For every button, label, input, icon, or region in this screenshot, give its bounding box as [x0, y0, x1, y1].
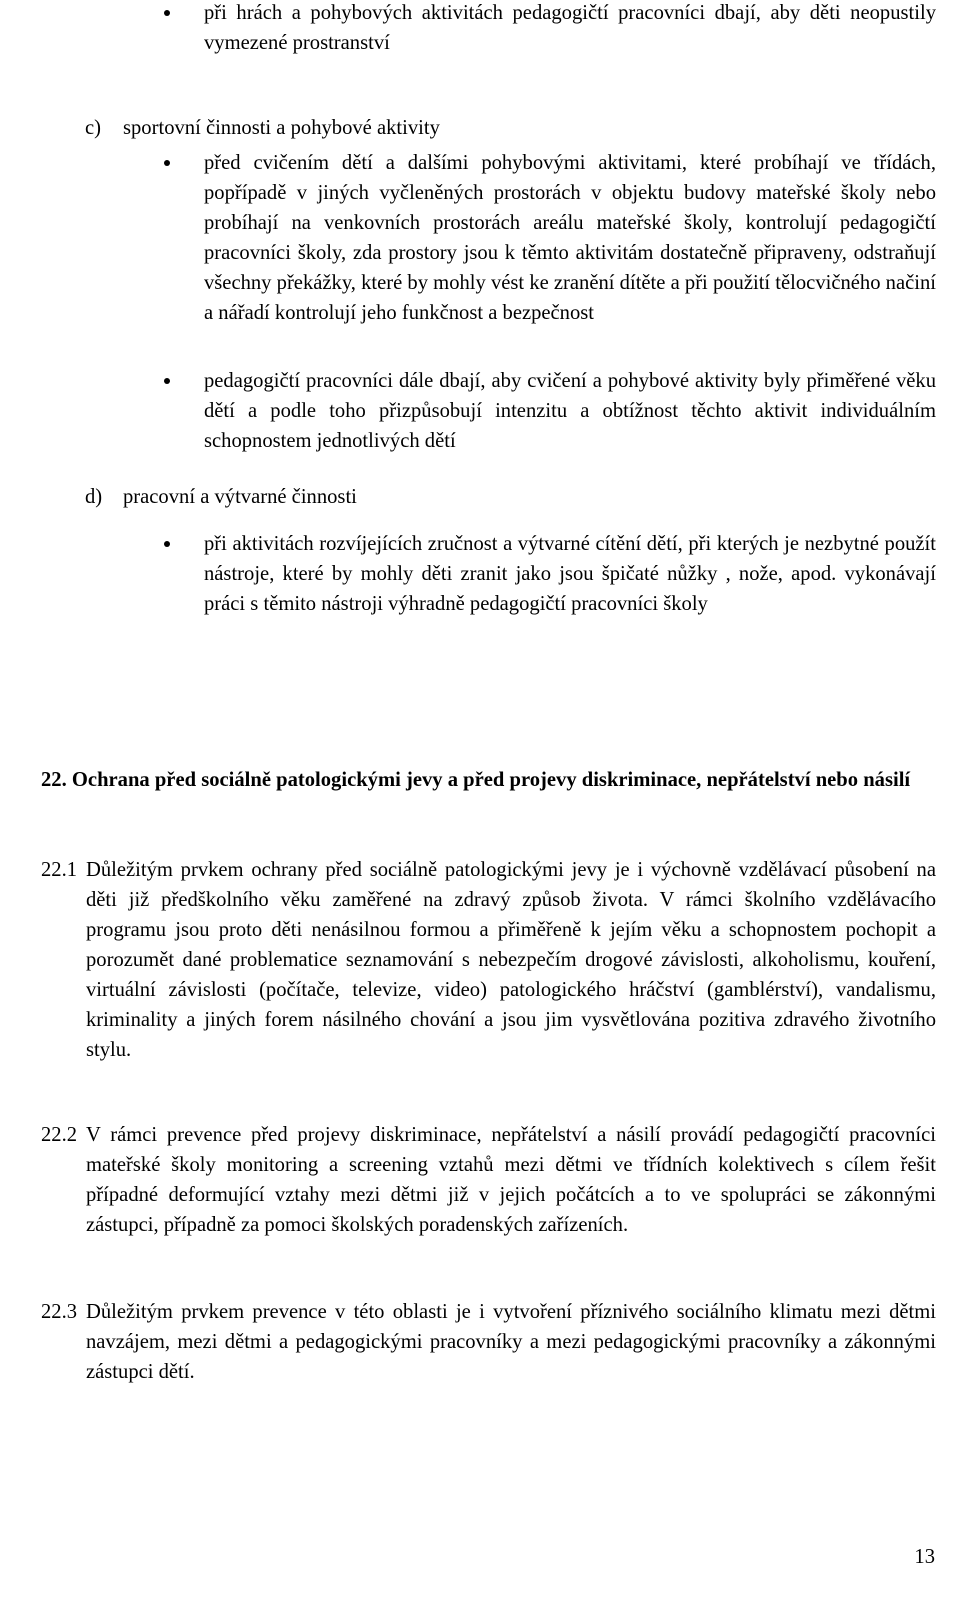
paragraph-text: Důležitým prvkem prevence v této oblasti je i vytvoření příznivého sociálního klimatu mezi dětmi navzájem, mezi dětmi a pedagogickými pracovníky a mezi pedagogickými pracovníky a zákonnými zástupci dětí.: [86, 1301, 936, 1383]
subsection-label: c): [85, 117, 101, 139]
bullet-item: [204, 148, 936, 328]
subsection-heading-c: [85, 113, 440, 143]
bullet-item: [204, 366, 936, 456]
page-number: 13: [914, 1546, 935, 1568]
paragraph-number: 22.3: [41, 1301, 78, 1323]
subsection-title: sportovní činnosti a pohybové aktivity: [123, 117, 440, 139]
subsection-heading-d: [85, 482, 357, 512]
subsection-title: pracovní a výtvarné činnosti: [123, 486, 357, 508]
subsection-label: d): [85, 486, 103, 508]
bullet-text: před cvičením dětí a dalšími pohybovými aktivitami, které probíhají ve třídách, popřípadě v jiných vyčleněných prostorách v objektu budovy mateřské školy nebo probíhají na venkovních prostorách areálu mateřské školy, kontrolují pedagogičtí pracovníci školy, zda prostory jsou k těmto aktivitám dostatečně připraveny, odstraňují všechny překážky, které by mohly vést ke zranění dítěte a při použití tělocvičného načiní a nářadí kontrolují jeho funkčnost a bezpečnost: [204, 152, 936, 324]
bullet-text: při aktivitách rozvíjejících zručnost a výtvarné cítění dětí, při kterých je nezbytné použít nástroje, které by mohly děti zranit jako jsou špičaté nůžky , nože, apod. vykonávají práci s těmito nástroji výhradně pedagogičtí pracovníci školy: [204, 533, 936, 615]
bullet-item: [204, 529, 936, 619]
section-title: Ochrana před sociálně patologickými jevy a před projevy diskriminace, nepřátelství nebo násilí: [71, 769, 911, 791]
paragraph-text: V rámci prevence před projevy diskriminace, nepřátelství a násilí provádí pedagogičtí pracovníci mateřské školy monitoring a screening vztahů mezi dětmi ve třídních kolektivech s cílem řešit případné deformující vztahy mezi dětmi již v jejich počátcích a to ve spolupráci se zákonnými zástupci, případně za pomoci školských poradenských zařízeních.: [86, 1124, 936, 1236]
numbered-paragraph: [41, 855, 936, 1065]
bullet-dot-icon: [164, 160, 170, 166]
section-heading: [41, 765, 936, 795]
paragraph-number: 22.2: [41, 1124, 78, 1146]
numbered-paragraph: [41, 1297, 936, 1387]
numbered-paragraph: [41, 1120, 936, 1240]
bullet-dot-icon: [164, 541, 170, 547]
bullet-dot-icon: [164, 378, 170, 384]
bullet-text: pedagogičtí pracovníci dále dbají, aby cvičení a pohybové aktivity byly přiměřené věku dětí a podle toho přizpůsobují intenzitu a obtížnost těchto aktivit individuálním schopnostem jednotlivých dětí: [204, 370, 936, 452]
section-number: 22.: [41, 769, 67, 791]
paragraph-text: Důležitým prvkem ochrany před sociálně patologickými jevy je i výchovně vzdělávací působení na děti již předškolního věku zaměřené na zdravý způsob života. V rámci školního vzdělávacího programu jsou proto děti nenásilnou formou a přiměřeně k jejím věku a schopnostem pochopit a porozumět dané problematice seznamování s nebezpečím drogové závislosti, alkoholismu, kouření, virtuální závislosti (počítače, televize, video) patologického hráčství (gamblérství), vandalismu, kriminality a jiných forem násilného chování a jsou jim vysvětlována pozitiva zdravého životního stylu.: [86, 859, 936, 1061]
bullet-dot-icon: [164, 10, 170, 16]
paragraph-number: 22.1: [41, 859, 78, 881]
bullet-item: [204, 0, 936, 58]
bullet-text: při hrách a pohybových aktivitách pedagogičtí pracovníci dbají, aby děti neopustily vymezené prostranství: [204, 2, 936, 54]
